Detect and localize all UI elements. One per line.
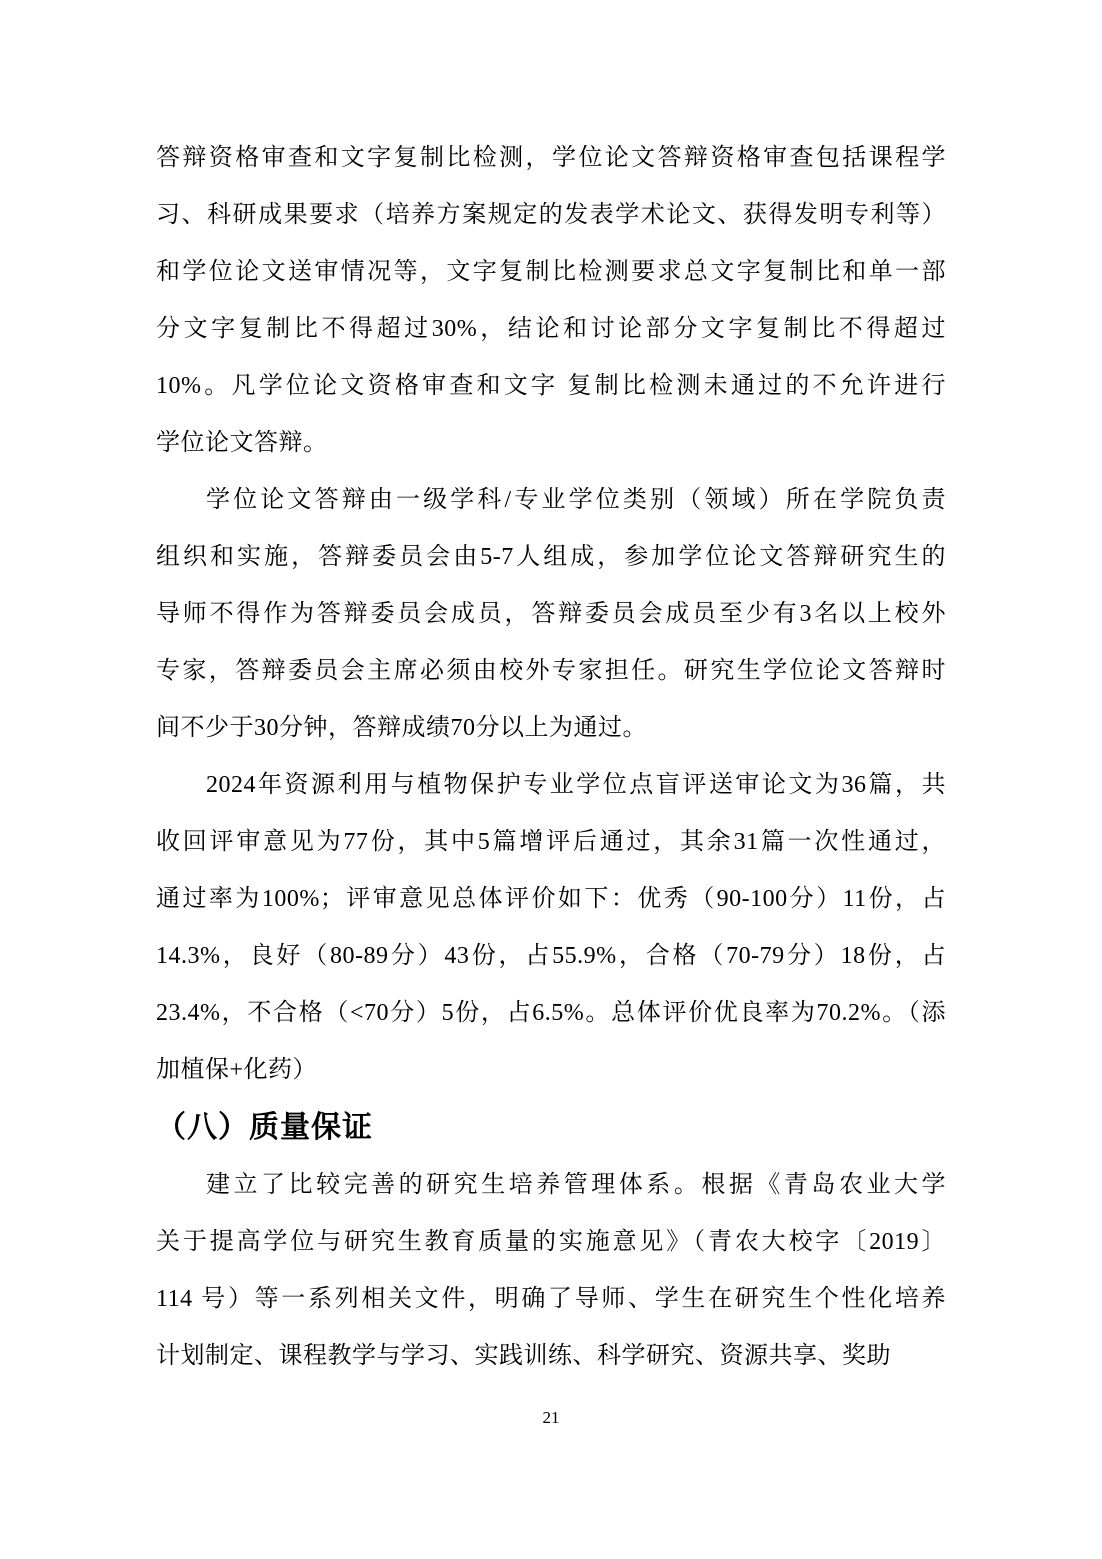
text-line: 习、科研成果要求（培养方案规定的发表学术论文、获得发明专利等） bbox=[156, 202, 946, 228]
document-body bbox=[156, 130, 946, 1385]
text-line: 114 号）等一系列相关文件，明确了导师、学生在研究生个性化培养 bbox=[156, 1286, 946, 1312]
text-line: 专家，答辩委员会主席必须由校外专家担任。研究生学位论文答辩时 bbox=[156, 658, 946, 684]
text-line: 加植保+化药） bbox=[156, 1057, 318, 1083]
page-number: 21 bbox=[542, 1408, 560, 1427]
paragraph bbox=[156, 130, 946, 472]
paragraph bbox=[156, 757, 946, 1099]
text-line: 和学位论文送审情况等，文字复制比检测要求总文字复制比和单一部 bbox=[156, 259, 946, 285]
section-heading: （八）质量保证 bbox=[156, 1111, 373, 1144]
text-line: 23.4%，不合格（<70分）5份，占6.5%。总体评价优良率为70.2%。（添 bbox=[156, 1000, 946, 1026]
text-line: 建立了比较完善的研究生培养管理体系。根据《青岛农业大学 bbox=[206, 1172, 946, 1198]
text-line: 关于提高学位与研究生教育质量的实施意见》（青农大校字〔2019〕 bbox=[156, 1229, 946, 1255]
text-line: 学位论文答辩。 bbox=[156, 430, 328, 456]
text-line: 组织和实施，答辩委员会由5-7人组成，参加学位论文答辩研究生的 bbox=[156, 544, 946, 570]
text-line: 2024年资源利用与植物保护专业学位点盲评送审论文为36篇，共 bbox=[206, 772, 946, 798]
text-line: 分文字复制比不得超过30%，结论和讨论部分文字复制比不得超过 bbox=[156, 316, 946, 342]
text-line: 学位论文答辩由一级学科/专业学位类别（领域）所在学院负责 bbox=[206, 487, 946, 513]
text-line: 间不少于30分钟，答辩成绩70分以上为通过。 bbox=[156, 715, 647, 741]
page-footer bbox=[0, 1408, 1102, 1428]
text-line: 答辩资格审查和文字复制比检测，学位论文答辩资格审查包括课程学 bbox=[156, 145, 946, 171]
paragraph bbox=[156, 472, 946, 757]
text-line: 10%。凡学位论文资格审查和文字 复制比检测未通过的不允许进行 bbox=[156, 373, 946, 399]
text-line: 收回评审意见为77份，其中5篇增评后通过，其余31篇一次性通过， bbox=[156, 829, 946, 855]
text-line: 导师不得作为答辩委员会成员，答辩委员会成员至少有3名以上校外 bbox=[156, 601, 946, 627]
paragraph bbox=[156, 1157, 946, 1385]
text-line: 计划制定、课程教学与学习、实践训练、科学研究、资源共享、奖助 bbox=[156, 1343, 891, 1369]
text-line: 14.3%，良好（80-89分）43份，占55.9%，合格（70-79分）18份，占 bbox=[156, 943, 946, 969]
text-line: 通过率为100%；评审意见总体评价如下：优秀（90-100分）11份，占 bbox=[156, 886, 946, 912]
